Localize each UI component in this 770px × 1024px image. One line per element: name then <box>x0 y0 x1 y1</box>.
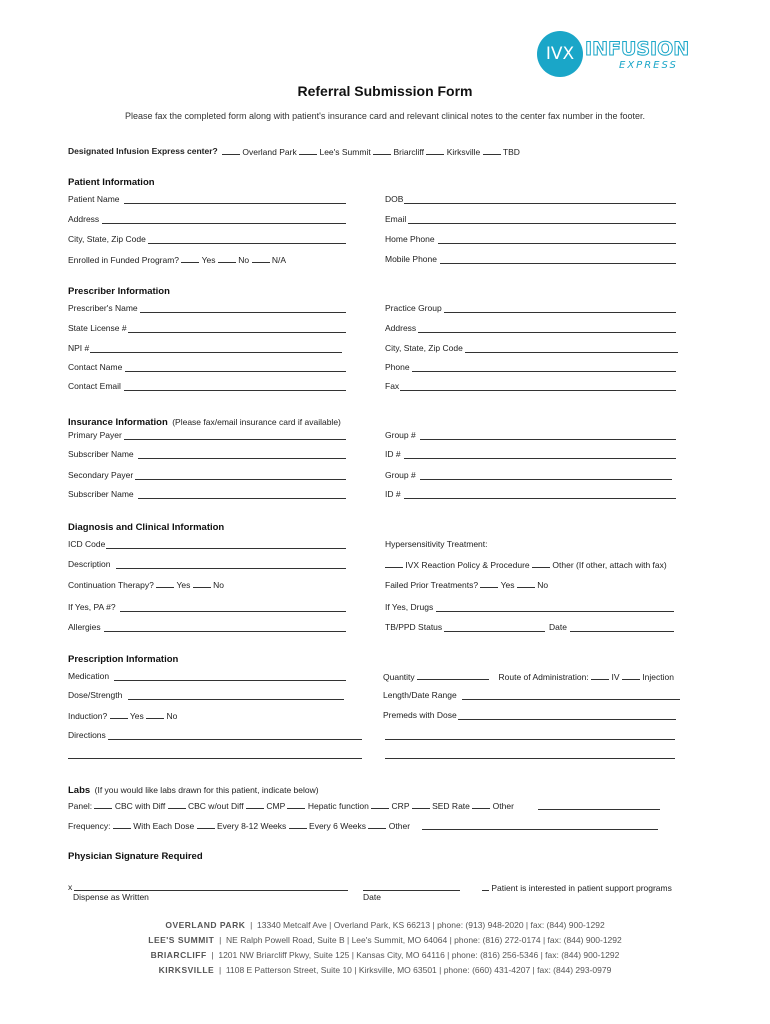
footer-lees: LEE'S SUMMIT | NE Ralph Powell Road, Suite B | Lee's Summit, MO 64064 | phone: (816) 272-0174 | fax: (844) 900-1292 <box>148 935 622 945</box>
center-briarcliff-blank[interactable] <box>373 146 391 155</box>
icd-label: ICD Code <box>68 539 106 549</box>
panel-hepatic-blank[interactable] <box>287 800 305 809</box>
group2-field[interactable] <box>420 479 672 480</box>
description-field[interactable] <box>116 568 346 569</box>
secondary-payer-label: Secondary Payer <box>68 470 134 480</box>
contact-name-label: Contact Name <box>68 362 123 372</box>
footer-kirksville: KIRKSVILLE | 1108 E Patterson Street, Suite 10 | Kirksville, MO 63501 | phone: (660) 431-4207 | fax: (844) 293-0979 <box>158 965 612 975</box>
dose-label: Dose/Strength <box>68 690 123 700</box>
footer-location-info: 1201 NW Briarcliff Pkwy, Suite 125 | Kansas City, MO 64116 | phone: (816) 256-5346 | fax: (844) 900-1292 <box>218 950 620 960</box>
funded-program-row <box>68 254 286 265</box>
freq-other-field[interactable] <box>422 829 658 830</box>
group1-field[interactable] <box>420 439 676 440</box>
patient-city-field[interactable] <box>148 243 346 244</box>
prescriber-fax-label: Fax <box>385 381 400 391</box>
center-question: Designated Infusion Express center? <box>68 146 218 156</box>
insurance-heading: Insurance Information <box>68 417 168 428</box>
patient-name-field[interactable] <box>124 203 346 204</box>
drugs-field[interactable] <box>436 611 674 612</box>
panel-cbc-nodiff-blank[interactable] <box>168 800 186 809</box>
footer-location-name: KIRKSVILLE <box>158 965 215 975</box>
pa-field[interactable] <box>120 611 346 612</box>
induction-label: Induction? <box>68 711 108 721</box>
route-label: Route of Administration: <box>498 672 589 682</box>
prescriber-phone-field[interactable] <box>412 371 676 372</box>
center-option-label: Overland Park <box>242 147 297 157</box>
continuation-no-label: No <box>213 580 224 590</box>
footer-briarcliff: BRIARCLIFF | 1201 NW Briarcliff Pkwy, Suite 125 | Kansas City, MO 64116 | phone: (816) 256-5346 | fax: (844) 900-1292 <box>150 950 620 960</box>
patient-address-label: Address <box>68 214 100 224</box>
contact-name-field[interactable] <box>125 371 346 372</box>
freq-other-blank[interactable] <box>368 820 386 829</box>
panel-item-label: CMP <box>266 801 286 811</box>
pa-label: If Yes, PA #? <box>68 602 116 612</box>
footer-location-info: 13340 Metcalf Ave | Overland Park, KS 66213 | phone: (913) 948-2020 | fax: (844) 900-1292 <box>257 920 605 930</box>
primary-payer-field[interactable] <box>124 439 346 440</box>
continuation-no-blank[interactable] <box>193 579 211 588</box>
footer-location-info: NE Ralph Powell Road, Suite B | Lee's Summit, MO 64064 | phone: (816) 272-0174 | fax: (844) 900-1292 <box>226 935 622 945</box>
directions-field[interactable] <box>108 739 362 740</box>
hyper-other-blank[interactable] <box>532 559 550 568</box>
subscriber1-field[interactable] <box>138 458 346 459</box>
failed-no-label: No <box>537 580 549 590</box>
premeds-field-2[interactable] <box>385 739 675 740</box>
funded-no-blank[interactable] <box>218 254 236 263</box>
description-label: Description <box>68 559 111 569</box>
continuation-label: Continuation Therapy? <box>68 580 154 590</box>
footer-location-name: OVERLAND PARK <box>165 920 246 930</box>
mobile-phone-field[interactable] <box>440 263 676 264</box>
freq-item-label: With Each Dose <box>133 821 195 831</box>
panel-crp-blank[interactable] <box>371 800 389 809</box>
premeds-label: Premeds with Dose <box>383 710 457 720</box>
center-options <box>222 146 520 157</box>
patient-name-label: Patient Name <box>68 194 120 204</box>
continuation-row <box>68 579 224 590</box>
route-injection-label: Injection <box>642 672 674 682</box>
reaction-policy-label: IVX Reaction Policy & Procedure <box>405 560 530 570</box>
center-kirksville-blank[interactable] <box>426 146 444 155</box>
freq-item-label: Other <box>388 821 411 831</box>
subscriber2-field[interactable] <box>138 498 346 499</box>
panel-cmp-blank[interactable] <box>246 800 264 809</box>
center-lees-blank[interactable] <box>299 146 317 155</box>
center-option-label: Lee's Summit <box>319 147 371 157</box>
mobile-phone-label: Mobile Phone <box>385 254 437 264</box>
failed-no-blank[interactable] <box>517 579 535 588</box>
signature-field[interactable] <box>74 890 348 891</box>
secondary-payer-field[interactable] <box>135 479 346 480</box>
failed-label: Failed Prior Treatments? <box>385 580 479 590</box>
route-iv-label: IV <box>611 672 620 682</box>
route-injection-blank[interactable] <box>622 671 640 680</box>
panel-other-field[interactable] <box>538 809 660 810</box>
induction-yes-label: Yes <box>129 711 144 721</box>
home-phone-field[interactable] <box>438 243 676 244</box>
funded-na-label: N/A <box>271 255 287 265</box>
panel-item-label: CBC with Diff <box>114 801 166 811</box>
funded-label: Enrolled in Funded Program? <box>68 255 180 265</box>
patient-heading: Patient Information <box>68 177 155 188</box>
tb-date-field[interactable] <box>570 631 674 632</box>
center-option-label: Kirksville <box>446 147 481 157</box>
footer-location-name: LEE'S SUMMIT <box>148 935 215 945</box>
drugs-label: If Yes, Drugs <box>385 602 434 612</box>
hyper-options <box>385 559 667 570</box>
frequency-row <box>68 820 410 831</box>
logo-tagline: EXPRESS <box>619 60 678 71</box>
induction-row <box>68 710 177 721</box>
induction-no-label: No <box>166 711 178 721</box>
tb-field[interactable] <box>444 631 545 632</box>
group2-label: Group # <box>385 470 416 480</box>
quantity-route-row <box>383 671 674 682</box>
panel-item-label: SED Rate <box>432 801 470 811</box>
logo-wordmark: INFUSION <box>585 38 690 60</box>
panel-cbc-diff-blank[interactable] <box>94 800 112 809</box>
patient-address-field[interactable] <box>102 223 346 224</box>
home-phone-label: Home Phone <box>385 234 435 244</box>
allergies-field[interactable] <box>104 631 346 632</box>
practice-group-label: Practice Group <box>385 303 442 313</box>
group1-label: Group # <box>385 430 416 440</box>
freq-item-label: Every 8-12 Weeks <box>216 821 287 831</box>
prescriber-city-field[interactable] <box>465 352 678 353</box>
freq-6-blank[interactable] <box>289 820 307 829</box>
medication-label: Medication <box>68 671 110 681</box>
prescriber-name-label: Prescriber's Name <box>68 303 138 313</box>
funded-no-label: No <box>238 255 250 265</box>
premeds-field[interactable] <box>458 719 676 720</box>
failed-treatments-row <box>385 579 548 590</box>
induction-no-blank[interactable] <box>146 710 164 719</box>
page-title: Referral Submission Form <box>297 83 473 99</box>
panel-other-blank[interactable] <box>472 800 490 809</box>
tb-label: TB/PPD Status <box>385 622 443 632</box>
signature-x: x <box>68 882 73 892</box>
signature-date-field[interactable] <box>363 890 460 891</box>
dose-field[interactable] <box>128 699 344 700</box>
center-option-label: Briarcliff <box>393 147 424 157</box>
continuation-yes-blank[interactable] <box>156 579 174 588</box>
directions-label: Directions <box>68 730 106 740</box>
contact-email-label: Contact Email <box>68 381 121 391</box>
footer-location-name: BRIARCLIFF <box>150 950 207 960</box>
insurance-heading-row <box>68 412 341 430</box>
instructions: Please fax the completed form along with patient's insurance card and relevant clinical notes to the center fax number in the footer. <box>124 111 645 121</box>
id2-field[interactable] <box>404 498 676 499</box>
funded-yes-blank[interactable] <box>181 254 199 263</box>
induction-yes-blank[interactable] <box>110 710 128 719</box>
primary-payer-label: Primary Payer <box>68 430 122 440</box>
length-label: Length/Date Range <box>383 690 457 700</box>
quantity-label: Quantity <box>383 672 415 682</box>
panel-item-label: CRP <box>391 801 410 811</box>
patient-email-field[interactable] <box>408 223 676 224</box>
prescriber-address-label: Address <box>385 323 417 333</box>
failed-yes-blank[interactable] <box>480 579 498 588</box>
funded-na-blank[interactable] <box>252 254 270 263</box>
logo-badge: IVX <box>537 31 583 77</box>
brand-logo <box>537 31 690 77</box>
prescription-heading: Prescription Information <box>68 654 179 665</box>
dispense-label: Dispense as Written <box>73 892 149 902</box>
quantity-field[interactable] <box>417 671 489 680</box>
patient-city-label: City, State, Zip Code <box>68 234 146 244</box>
continuation-yes-label: Yes <box>176 580 191 590</box>
footer-overland: OVERLAND PARK | 13340 Metcalf Ave | Overland Park, KS 66213 | phone: (913) 948-2020 | fax: (844) 900-1292 <box>165 920 605 930</box>
panel-row <box>68 800 514 811</box>
prescriber-name-field[interactable] <box>140 312 346 313</box>
medication-field[interactable] <box>114 680 346 681</box>
subscriber1-label: Subscriber Name <box>68 449 134 459</box>
npi-label: NPI # <box>68 343 90 353</box>
failed-yes-label: Yes <box>500 580 515 590</box>
freq-item-label: Every 6 Weeks <box>309 821 367 831</box>
center-tbd-blank[interactable] <box>483 146 501 155</box>
footer-location-info: 1108 E Patterson Street, Suite 10 | Kirksville, MO 63501 | phone: (660) 431-4207 | fax: (844) 293-0979 <box>225 965 612 975</box>
hyper-other-label: Other (If other, attach with fax) <box>552 560 667 570</box>
route-iv-blank[interactable] <box>591 671 609 680</box>
diagnosis-heading: Diagnosis and Clinical Information <box>68 522 225 533</box>
practice-group-field[interactable] <box>444 312 676 313</box>
panel-sed-blank[interactable] <box>412 800 430 809</box>
support-label: Patient is interested in patient support programs <box>491 883 672 893</box>
allergies-label: Allergies <box>68 622 101 632</box>
signature-date-label: Date <box>363 892 381 902</box>
license-field[interactable] <box>128 332 346 333</box>
premeds-field-3[interactable] <box>385 758 675 759</box>
prescriber-address-field[interactable] <box>418 332 676 333</box>
prescriber-phone-label: Phone <box>385 362 410 372</box>
panel-label: Panel: <box>68 801 93 811</box>
length-field[interactable] <box>462 699 680 700</box>
tb-date-label: Date <box>549 622 567 632</box>
hypersensitivity-label: Hypersensitivity Treatment: <box>385 539 488 549</box>
directions-field-2[interactable] <box>68 758 362 759</box>
signature-heading: Physician Signature Required <box>68 851 203 862</box>
frequency-label: Frequency: <box>68 821 111 831</box>
id1-label: ID # <box>385 449 401 459</box>
labs-heading: Labs <box>68 785 91 796</box>
license-label: State License # <box>68 323 127 333</box>
id1-field[interactable] <box>404 458 676 459</box>
contact-email-field[interactable] <box>124 390 346 391</box>
labs-heading-row <box>68 780 319 798</box>
reaction-policy-blank[interactable] <box>385 559 403 568</box>
insurance-note: (Please fax/email insurance card if available) <box>172 417 341 427</box>
panel-item-label: Other <box>492 801 514 811</box>
panel-item-label: CBC w/out Diff <box>188 801 244 811</box>
id2-label: ID # <box>385 489 401 499</box>
panel-item-label: Hepatic function <box>307 801 369 811</box>
funded-yes-label: Yes <box>201 255 216 265</box>
freq-each-blank[interactable] <box>113 820 131 829</box>
center-overland-blank[interactable] <box>222 146 240 155</box>
prescriber-fax-field[interactable] <box>400 390 676 391</box>
icd-field[interactable] <box>106 548 346 549</box>
support-row <box>482 882 672 893</box>
prescriber-city-label: City, State, Zip Code <box>385 343 463 353</box>
prescriber-heading: Prescriber Information <box>68 286 170 297</box>
dob-field[interactable] <box>404 203 676 204</box>
center-option-label: TBD <box>502 147 520 157</box>
patient-email-label: Email <box>385 214 407 224</box>
freq-8-12-blank[interactable] <box>197 820 215 829</box>
npi-field[interactable] <box>90 352 342 353</box>
subscriber2-label: Subscriber Name <box>68 489 134 499</box>
support-blank[interactable] <box>482 882 489 891</box>
labs-note: (If you would like labs drawn for this patient, indicate below) <box>94 785 319 795</box>
dob-label: DOB <box>385 194 404 204</box>
